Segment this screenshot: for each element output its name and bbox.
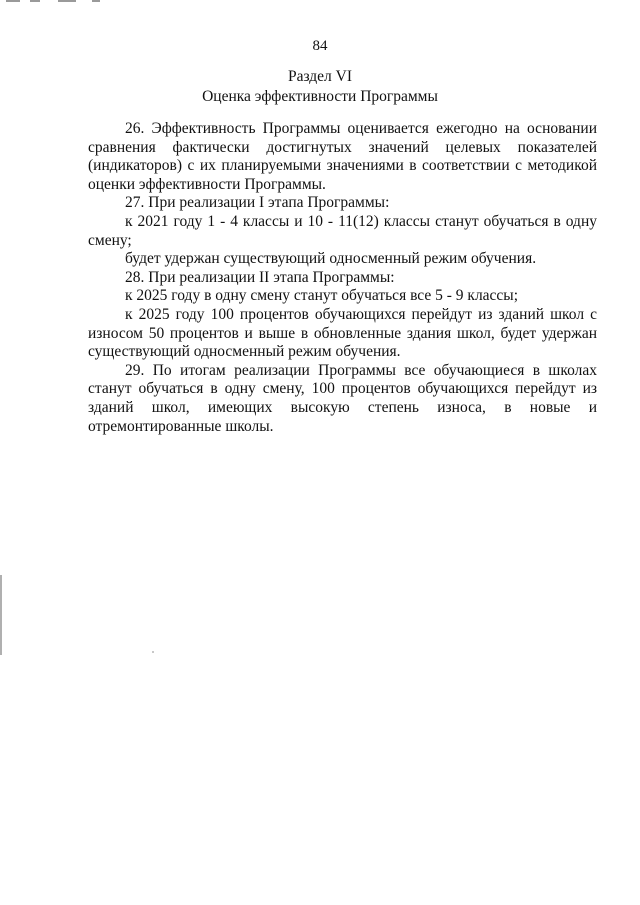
scan-artifact-dot (152, 651, 154, 653)
paragraph-29-end: отремонтированные школы. (88, 417, 274, 435)
paragraph-28-item-1: к 2025 году в одну смену станут обучаться все 5 - 9 классы; (125, 287, 519, 305)
paragraph-27-item-2: будет удержан существующий односменный режим обучения. (125, 250, 537, 268)
paragraph-26: 26. Эффективность Программы оценивается ежегодно на основании сравнения фактически достигнутых значений целевых показателей (индикаторов) с их планируемыми значениями в соответствии с методикой оценки эффективности Программы. (88, 120, 597, 193)
paragraph-28-item-2: к 2025 году 100 процентов обучающихся перейдут из зданий школ с износом 50 процентов и выше в обновленные здания школ, будет удержан существующий односменный режим обучения. (88, 305, 597, 361)
section-label: Раздел VI (287, 68, 353, 85)
paragraph-27: 27. При реализации I этапа Программы: (125, 194, 390, 212)
paragraph-29: 29. По итогам реализации Программы все обучающиеся в школах станут обучаться в одну смену, 100 процентов обучающихся перейдут из зданий школ, имеющих высокую степень износа, в новые и (88, 361, 597, 416)
paragraph-27-item-1: к 2021 году 1 - 4 классы и 10 - 11(12) классы станут обучаться в одну смену; (88, 212, 597, 249)
scan-artifact-top (0, 0, 120, 4)
document-body (88, 120, 597, 436)
section-title: Оценка эффективности Программы (202, 88, 438, 105)
paragraph-28: 28. При реализации II этапа Программы: (125, 268, 395, 286)
scan-artifact-left-edge (0, 575, 2, 655)
page-number: 84 (312, 38, 328, 54)
